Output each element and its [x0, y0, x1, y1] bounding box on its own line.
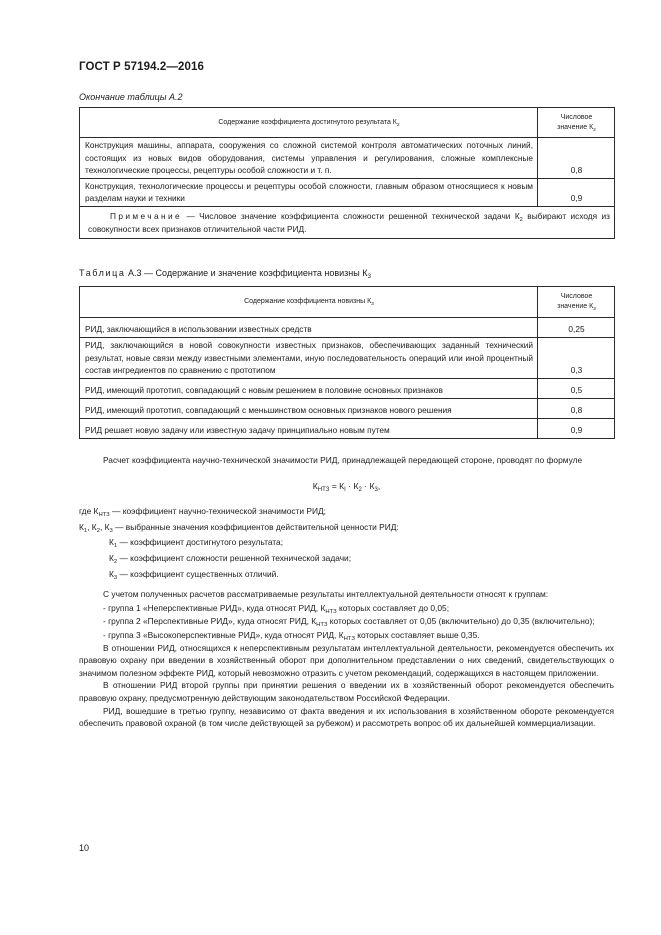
group-2: - группа 2 «Перспективные РИД», куда относят РИД, $К_{НТЗ}$ которых составляет от 0,05 (включительно) до 0,35 (включительно); — [103, 616, 595, 629]
group-3: - группа 3 «Высокоперспективные РИД», куда относят РИД, $К_{НТЗ}$ которых составляет выше 0,35. — [103, 629, 480, 642]
table-a2-note-row — [80, 206, 615, 238]
paragraph-group-3: РИД, вошедшие в третью группу, независимо от факта введения и их использования в хозяйственном обороте рекомендуется обеспечить правовой охраной (в том числе действующей за рубежом) и рассмотреть вопрос об их дальнейшей коммерциализации. — [79, 705, 614, 729]
table-cell-text: РИД, имеющий прототип, совпадающий с новым решением в половине основных признаков — [80, 378, 538, 398]
where-line: где $К_{НТЗ}$ — коэффициент научно-технической значимости РИД; — [79, 506, 327, 519]
table-row — [80, 178, 615, 206]
formula-intro: Расчет коэффициента научно-технической значимости РИД, принадлежащей передающей стороне, проводят по формуле — [103, 455, 583, 465]
table-a2-col1-header: Содержание коэффициента достигнутого результата $К_2$ — [80, 108, 538, 138]
table-cell-value: 0,5 — [538, 378, 615, 398]
paragraph-group-1: В отношении РИД, относящихся к неперспективным результатам интеллектуальной деятельности, рекомендуется обеспечить их правовую охрану при введении в хозяйственный оборот при дополнительном представлении о них сведений, свидетельствующих о значимом полезном эффекте РИД, который невозможно отразить с учетом рекомендаций, содержащихся в настоящем приложении. — [79, 642, 614, 678]
table-cell-value: 0,3 — [538, 338, 615, 379]
table-row — [80, 378, 615, 398]
paragraph-group-2: В отношении РИД второй группы при принятии решения о введении их в хозяйственный оборот рекомендуется обеспечить правовую охрану, предусмотренную действующим законодательством Российской Федерации. — [79, 680, 614, 703]
groups-intro: С учетом полученных расчетов рассматриваемые результаты интеллектуальной деятельности относят к группам: — [103, 589, 549, 600]
table-cell-value: 0,25 — [538, 318, 615, 338]
table-row — [80, 318, 615, 338]
table-a3-header-row — [80, 287, 615, 318]
table-cell-text: РИД, имеющий прототип, совпадающий с меньшинством основных признаков нового решения — [80, 398, 538, 418]
table-a2-col2-header: Числовое значение $К_2$ — [538, 108, 615, 138]
table-cell-text: Конструкция, технологические процессы и рецептуры особой сложности, главным образом относящиеся к новым разделам науки и техники — [80, 178, 538, 206]
page-number: 10 — [79, 843, 90, 853]
k-list-line: $К_1$, $К_2$, $К_3$ — выбранные значения коэффициентов действительной ценности РИД: — [79, 521, 399, 534]
table-a2 — [79, 107, 615, 239]
table-a3-col1-header: Содержание коэффициента новизны $К_3$ — [80, 287, 538, 318]
standard-header: ГОСТ Р 57194.2—2016 — [79, 61, 204, 73]
table-cell-value: 0,8 — [538, 138, 615, 179]
table-a3 — [79, 286, 615, 439]
k1-definition: $К_1$ — коэффициент достигнутого результата; — [109, 537, 284, 550]
table-a2-caption: Окончание таблицы А.2 — [79, 92, 183, 102]
table-cell-text: Конструкция машины, аппарата, сооружения со сложной системой контроля автоматических поточных линий, состоящих из новых видов оборудования, системы управления и регулирования, сложные комплексные технологические процессы, рецептуры особой сложности и т. п. — [80, 138, 538, 179]
table-row — [80, 418, 615, 438]
table-a3-caption: Таблица А.3 — Содержание и значение коэффициента новизны $К_3$ — [79, 268, 372, 280]
table-cell-value: 0,9 — [538, 418, 615, 438]
table-cell-value: 0,8 — [538, 398, 615, 418]
group-1: - группа 1 «Неперспективные РИД», куда относят РИД, $К_{НТЗ}$ которых составляет до 0,05; — [103, 602, 450, 615]
table-a2-note: Примечание — Числовое значение коэффициента сложности решенной технической задачи $К_2$ выбирают исходя из совокупности всех признаков отличительной части РИД. — [80, 206, 615, 238]
table-row — [80, 338, 615, 379]
table-a3-col2-header: Числовое значение $К_3$ — [538, 287, 615, 318]
formula: $К_{НТЗ} = К_I \cdot К_2 \cdot К_3$, — [312, 480, 381, 493]
table-cell-text: РИД, заключающийся в новой совокупности известных признаков, обеспечивающих заданный технический результат, новые связи между известными элементами, иную последовательность операций или иной процентный состав ингредиентов по сравнению с прототипом — [80, 338, 538, 379]
table-row — [80, 138, 615, 179]
table-cell-text: РИД, заключающийся в использовании известных средств — [80, 318, 538, 338]
table-row — [80, 398, 615, 418]
body-text — [79, 454, 614, 730]
table-a2-header-row — [80, 108, 615, 138]
note-label: Примечание — [110, 210, 183, 221]
table-cell-value: 0,9 — [538, 178, 615, 206]
k3-definition: $К_3$ — коэффициент существенных отличий. — [109, 568, 279, 581]
k2-definition: $К_2$ — коэффициент сложности решенной технической задачи; — [109, 552, 352, 565]
table-cell-text: РИД решает новую задачу или известную задачу принципиально новым путем — [80, 418, 538, 438]
